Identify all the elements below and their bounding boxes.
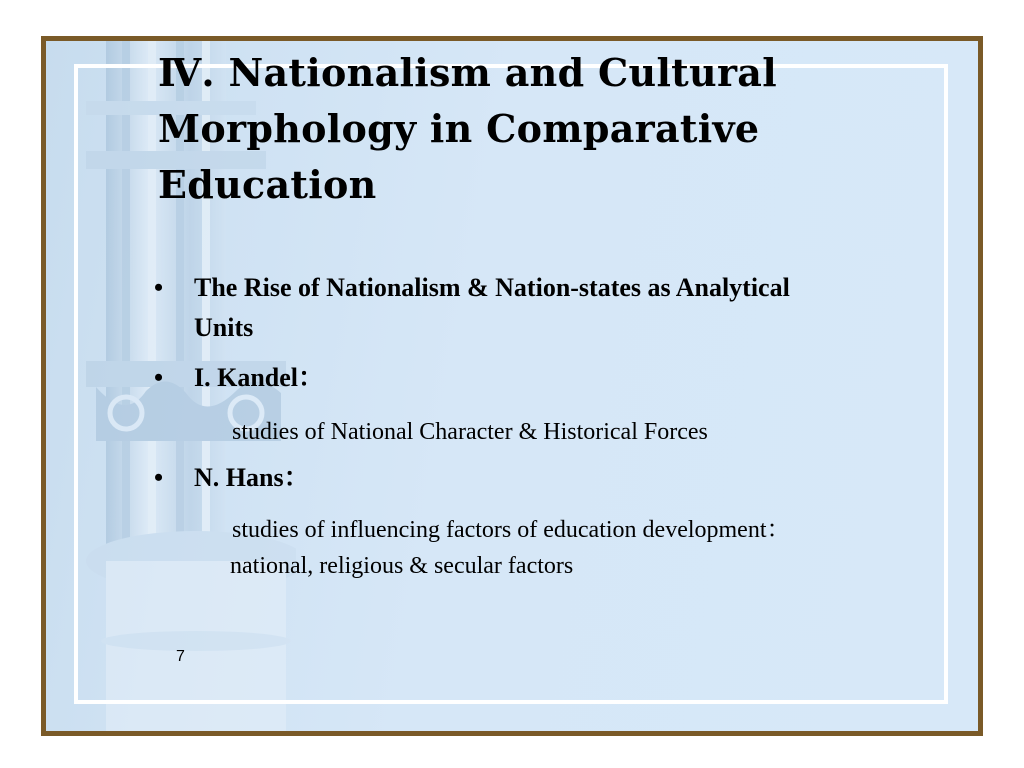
bullet-text: I. Kandel： (194, 363, 325, 392)
bullet-item (148, 268, 854, 348)
bullet-dot: • (154, 273, 164, 302)
bullet-text: The Rise of Nationalism & Nation-states as Analytical Units (194, 273, 790, 342)
bullet-dot: • (154, 463, 164, 492)
bullet-text: N. Hans： (194, 463, 310, 492)
slide-title: Ⅳ. Nationalism and Cultural Morphology in Comparative Education (158, 50, 777, 207)
hans-subtext-line2: national, religious & secular factors (230, 553, 574, 579)
kandel-subtext: studies of National Character & Historical Forces (232, 419, 708, 445)
bullet-item (148, 458, 854, 498)
bullet-item (148, 358, 854, 398)
bullet-dot: • (154, 363, 164, 392)
page-number: 7 (176, 648, 185, 665)
hans-subtext-line1: studies of influencing factors of education development： (232, 517, 791, 543)
